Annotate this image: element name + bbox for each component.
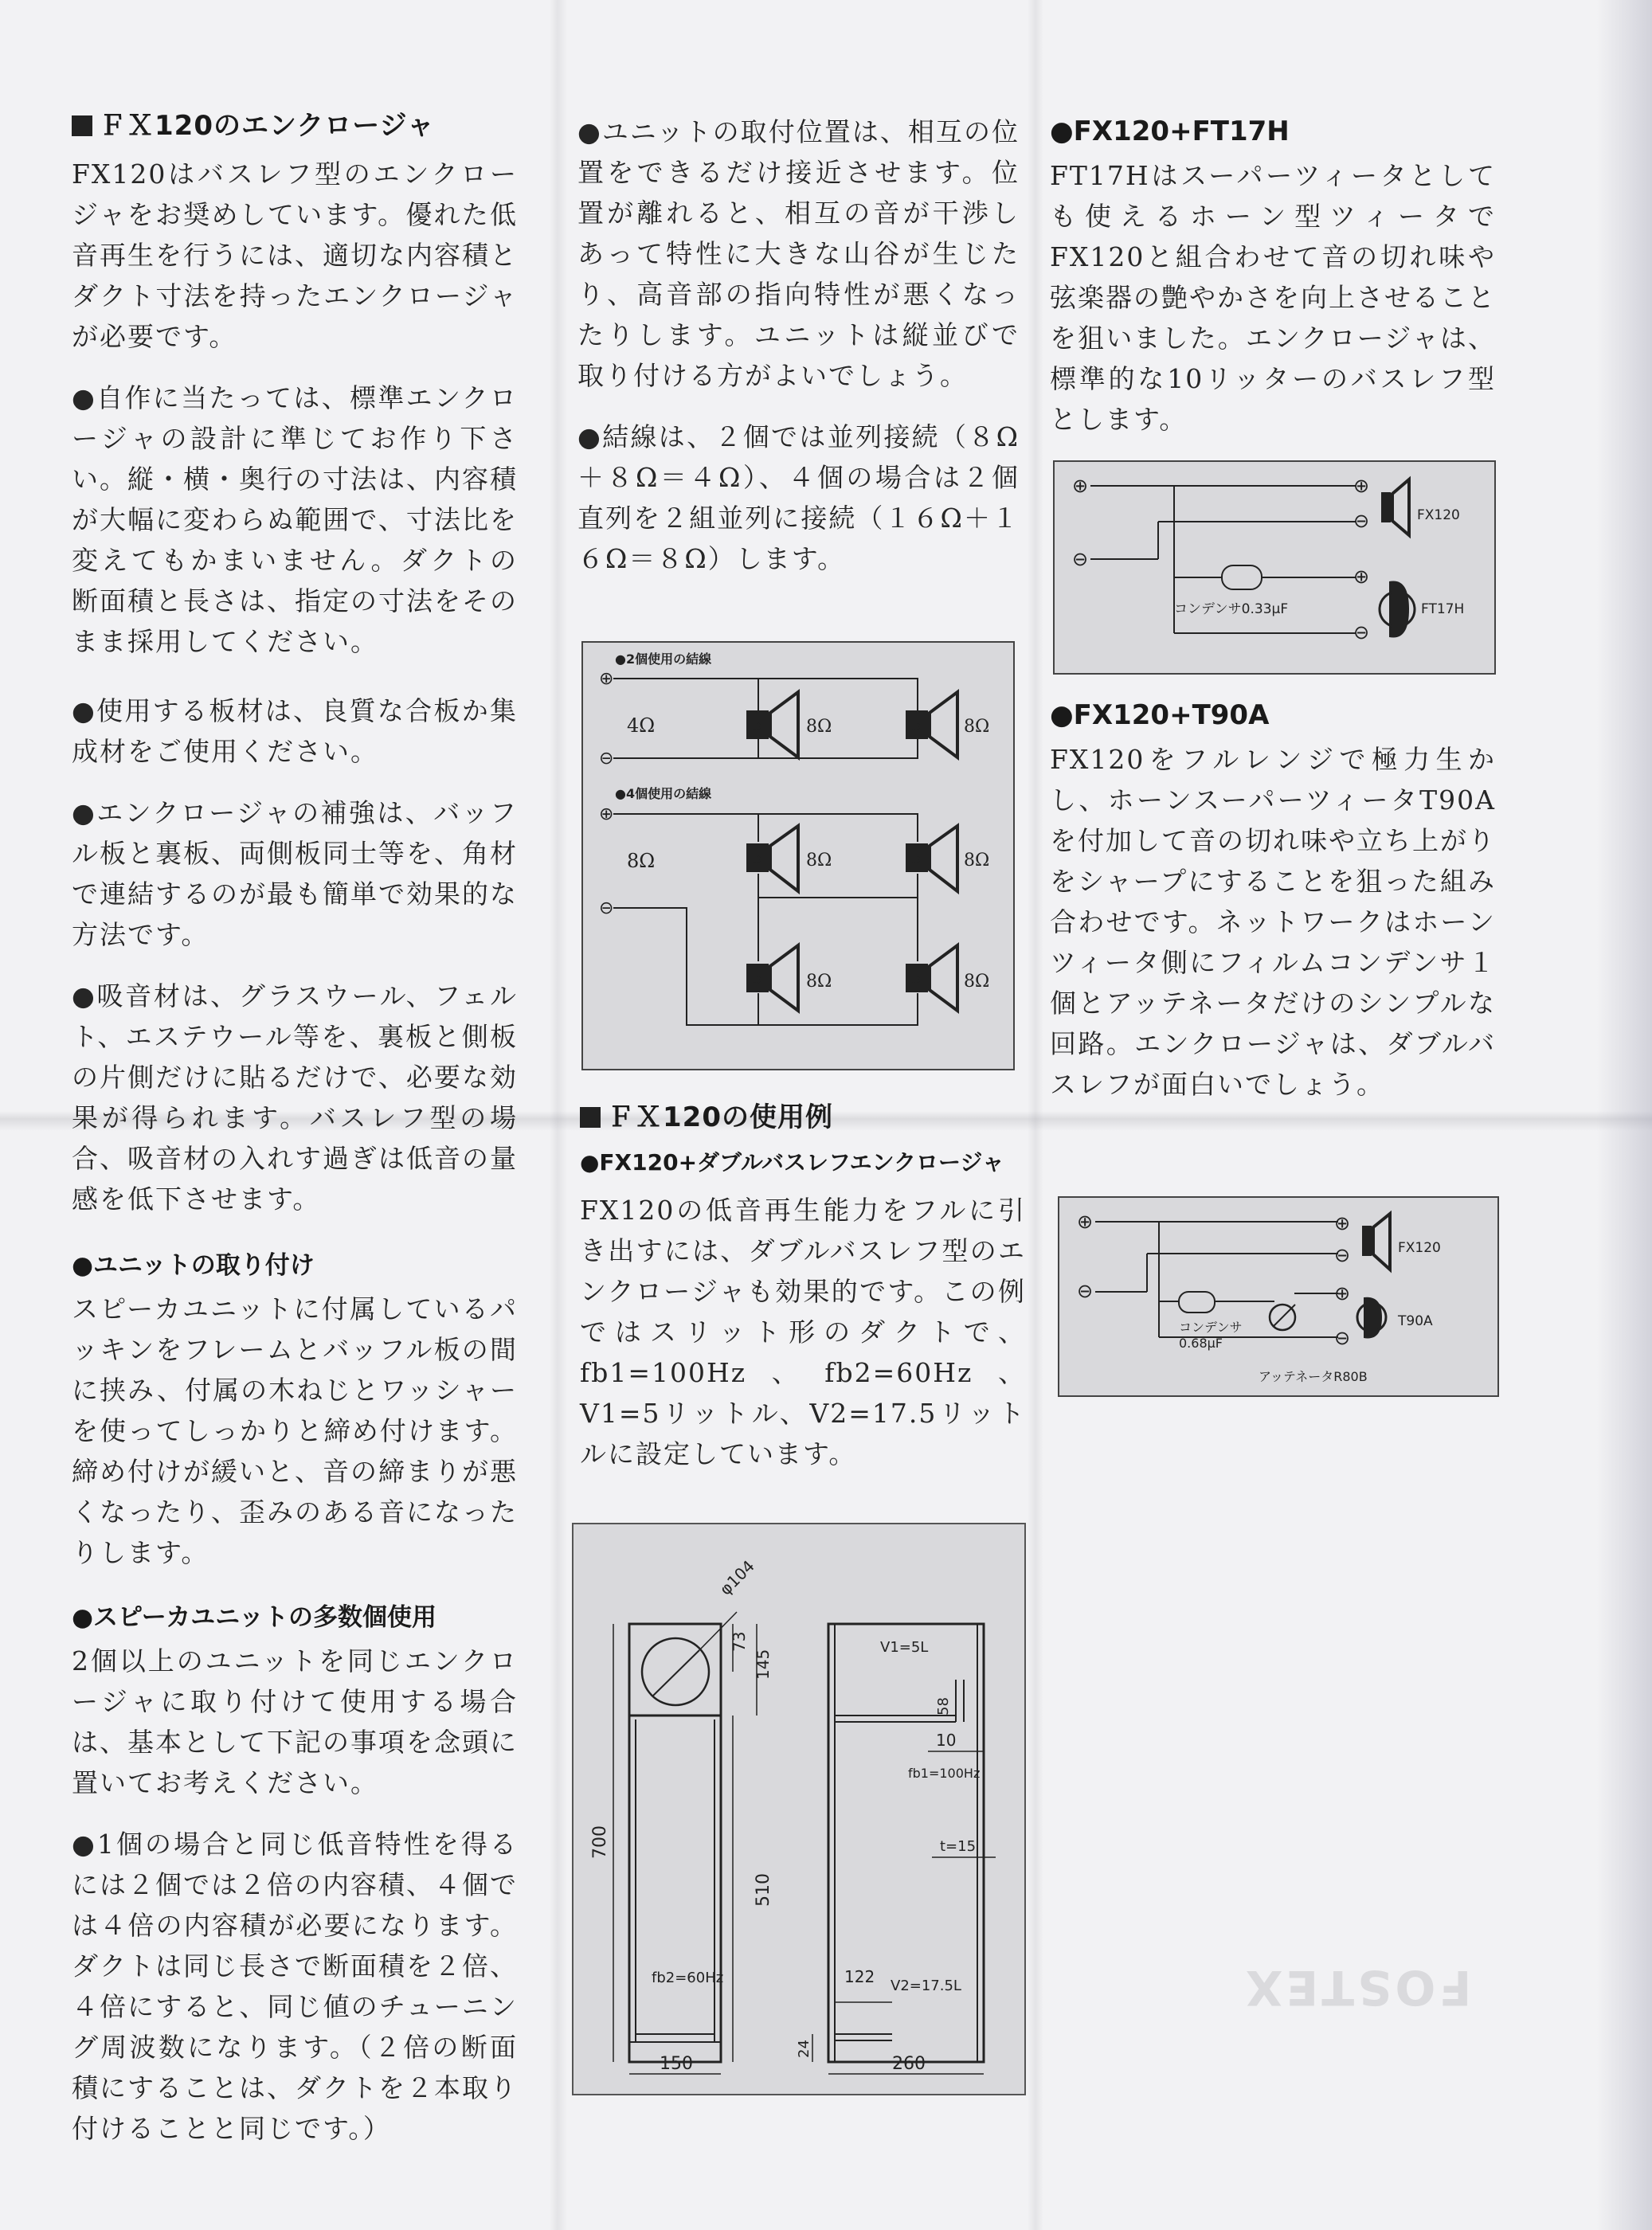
wiring-ohm-e: 8Ω xyxy=(806,972,832,992)
tweeter-icon xyxy=(1357,1297,1386,1339)
net2-label-capacitance: 0.68μF xyxy=(1179,1336,1223,1351)
speaker-icon xyxy=(906,692,957,757)
label-v1: V1=5L xyxy=(880,1639,929,1656)
heading-square-icon xyxy=(72,115,92,136)
net2-label-fx120: FX120 xyxy=(1398,1240,1441,1256)
net1-plus-fx: ⊕ xyxy=(1353,475,1370,497)
column-left xyxy=(72,104,518,2169)
column-middle xyxy=(577,111,1020,600)
capacitor-icon xyxy=(1179,1292,1215,1313)
column-right xyxy=(1050,115,1496,460)
section-heading-usage xyxy=(580,1095,1026,1134)
dim-thickness: t=15 xyxy=(940,1838,977,1855)
t90a-section xyxy=(1050,699,1496,1125)
wiring-minus-two: ⊖ xyxy=(599,749,614,769)
wiring-ohm-f: 8Ω xyxy=(964,972,990,992)
net1-label-capacitor: コンデンサ0.33μF xyxy=(1174,601,1289,617)
speaker-icon xyxy=(906,826,957,891)
network-diagram-ft17h xyxy=(1053,460,1496,675)
wiring-diagram-svg xyxy=(583,643,1013,1069)
heading-text: ＦＸ120の使用例 xyxy=(607,1101,833,1133)
wiring-ohm-d: 8Ω xyxy=(964,851,990,870)
net2-label-capacitor: コンデンサ xyxy=(1179,1320,1243,1335)
wiring-ohm-b: 8Ω xyxy=(964,717,990,737)
paragraph-multi-volume: ●1個の場合と同じ低音特性を得るには２個では２倍の内容積、４個では４倍の内容積が必要になります。ダクトは同じ長さで断面積を２倍、４倍にすると、同じ値のチューニング周波数になります。（２倍の断面積にすることは、ダクトを２本取り付けることと同じです。） xyxy=(72,1829,518,2144)
net1-label-fx120: FX120 xyxy=(1417,507,1460,523)
subheading-t90a: ●FX120+T90A xyxy=(1050,699,1270,731)
label-fb2: fb2=60Hz xyxy=(652,1970,724,1986)
net2-plus-in: ⊕ xyxy=(1077,1211,1094,1233)
net2-plus-t90: ⊕ xyxy=(1334,1282,1351,1305)
speaker-icon xyxy=(906,945,957,1011)
svg-text:⊕: ⊕ xyxy=(751,972,762,987)
subheading-double-bassreflex: ●FX120+ダブルバスレフエンクロージャ xyxy=(580,1149,1004,1176)
dim-10: 10 xyxy=(936,1731,957,1750)
enclosure-diagram xyxy=(572,1523,1026,2095)
network-diagram-t90a xyxy=(1058,1196,1499,1397)
paragraph-diy: ●自作に当たっては、標準エンクロージャの設計に準じてお作り下さい。縦・横・奥行の寸法は、内容積が大幅に変わらぬ範囲で、寸法比を変えてもかまいません。ダクトの断面積と長さは、指定の寸法をそのまま採用してください。 xyxy=(72,382,518,657)
capacitor-icon xyxy=(1222,565,1262,589)
net2-minus-in: ⊖ xyxy=(1077,1280,1094,1302)
wiring-title-four: ●4個使用の結線 xyxy=(615,786,712,801)
net2-minus-t90: ⊖ xyxy=(1334,1327,1351,1349)
label-fb1: fb1=100Hz xyxy=(908,1766,981,1781)
net2-plus-fx: ⊕ xyxy=(1334,1212,1351,1234)
dim-122: 122 xyxy=(844,1967,875,1986)
paragraph-t90a: FX120をフルレンジで極力生かし、ホーンスーパーツィータT90Aを付加して音の切れ味や立ち上がりをシャープにすることを狙った組み合わせです。ネットワークはホーンツィータ側にフィルムコンデンサ１個とアッテネータだけのシンプルな回路。エンクロージャは、ダブルバスレフが面白いでしょう。 xyxy=(1050,744,1496,1100)
speaker-icon xyxy=(1362,1214,1390,1270)
dim-58: 58 xyxy=(935,1697,952,1716)
net2-minus-fx: ⊖ xyxy=(1334,1244,1351,1266)
dim-510: 510 xyxy=(754,1873,773,1907)
paragraph-placement: ●ユニットの取付位置は、相互の位置をできるだけ接近させます。位置が離れると、相互の音が干渉しあって特性に大きな山谷が生じたり、高音部の指向特性が悪くなったりします。ユニットは縦並びで取り付ける方がよいでしょう。 xyxy=(577,116,1020,391)
net1-minus-fx: ⊖ xyxy=(1353,510,1370,532)
subheading-multi-unit: ●スピーカユニットの多数個使用 xyxy=(72,1603,436,1632)
svg-text:⊕: ⊕ xyxy=(751,718,762,734)
net1-label-ft17h: FT17H xyxy=(1421,601,1465,617)
section-heading-enclosure xyxy=(72,104,518,143)
paragraph-wiring: ●結線は、２個では並列接続（８Ω＋８Ω＝４Ω）、４個の場合は２個直列を２組並列に接続（１６Ω＋１６Ω＝８Ω）します。 xyxy=(577,421,1020,574)
paragraph-double-bassreflex: FX120の低音再生能力をフルに引き出すには、ダブルバスレフ型のエンクロージャも効果的です。この例ではスリット形のダクトで、fb1=100Hz、fb2=60Hz、V1=5リットル、V2=17.5リットルに設定しています。 xyxy=(580,1195,1026,1469)
net2-label-attenuator: アッテネータR80B xyxy=(1259,1369,1368,1384)
wiring-diagram xyxy=(581,641,1015,1070)
wiring-plus-four: ⊕ xyxy=(599,804,614,824)
usage-section xyxy=(580,1095,1026,1495)
paragraph-ft17h: FT17Hはスーパーツィータとしても使えるホーン型ツィータでFX120と組合わせて音の切れ味や弦楽器の艶やかさを向上させることを狙いました。エンクロージャは、標準的な10リッターのバスレフ型とします。 xyxy=(1050,160,1496,435)
wiring-minus-four: ⊖ xyxy=(599,898,614,918)
svg-text:⊕: ⊕ xyxy=(910,972,922,987)
heading-text: ＦＸ120のエンクロージャ xyxy=(99,110,435,142)
paragraph-intro: FX120はバスレフ型のエンクロージャをお奨めしています。優れた低音再生を行うには、適切な内容積とダクト寸法を持ったエンクロージャが必要です。 xyxy=(72,158,518,352)
dim-260: 260 xyxy=(892,2054,926,2074)
dim-150: 150 xyxy=(660,2054,693,2074)
dim-145: 145 xyxy=(754,1649,773,1680)
paper-edge-shadow xyxy=(1596,0,1652,2230)
wiring-ohm-c: 8Ω xyxy=(806,851,832,870)
paragraph-reinforce: ●エンクロージャの補強は、バッフル板と裏板、両側板同士等を、角材で連結するのが最も簡単で効果的な方法です。 xyxy=(72,797,518,950)
network-ft17h-svg xyxy=(1055,462,1494,673)
subheading-mounting: ●ユニットの取り付け xyxy=(72,1251,315,1280)
net1-minus-ft: ⊖ xyxy=(1353,621,1370,644)
paragraph-mounting: スピーカユニットに付属しているパッキンをフレームとバッフル板の間に挟み、付属の木ねじとワッシャーを使ってしっかりと締め付けます。締め付けが緩いと、音の締まりが悪くなったり、歪みのある音になったりします。 xyxy=(72,1293,518,1568)
svg-text:⊕: ⊕ xyxy=(910,851,922,867)
label-v2: V2=17.5L xyxy=(891,1978,961,1994)
dim-diameter: φ104 xyxy=(715,1556,758,1599)
paragraph-board: ●使用する板材は、良質な合板か集成材をご使用ください。 xyxy=(72,695,518,767)
speaker-icon xyxy=(1381,479,1409,535)
net2-label-t90a: T90A xyxy=(1398,1313,1433,1329)
wiring-plus-two: ⊕ xyxy=(599,669,614,689)
net1-plus-ft: ⊕ xyxy=(1353,565,1370,588)
paragraph-multi-intro: 2個以上のユニットを同じエンクロージャに取り付けて使用する場合は、基本として下記の事項を念頭に置いてお考えください。 xyxy=(72,1645,518,1798)
speaker-icon xyxy=(746,692,798,757)
wiring-ohm-a: 8Ω xyxy=(806,717,832,737)
wiring-title-two: ●2個使用の結線 xyxy=(615,651,712,667)
show-through-mark: FOSTEX xyxy=(1243,1959,1472,2015)
wiring-ohm-total-four: 8Ω xyxy=(627,850,656,872)
net1-minus-in: ⊖ xyxy=(1072,548,1089,570)
wiring-ohm-total-two: 4Ω xyxy=(627,714,656,737)
network-t90a-svg xyxy=(1059,1198,1497,1395)
svg-text:⊕: ⊕ xyxy=(751,851,762,867)
paragraph-absorb: ●吸音材は、グラスウール、フェルト、エステウール等を、裏板と側板の片側だけに貼るだけで、必要な効果が得られます。バスレフ型の場合、吸音材の入れす過ぎは低音の量感を低下させます。 xyxy=(72,980,518,1215)
svg-text:⊕: ⊕ xyxy=(910,718,922,734)
tweeter-icon xyxy=(1380,581,1415,637)
heading-square-icon xyxy=(580,1107,601,1128)
dim-24: 24 xyxy=(796,2040,812,2058)
subheading-ft17h: ●FX120+FT17H xyxy=(1050,115,1290,147)
dim-73: 73 xyxy=(730,1631,749,1652)
enclosure-diagram-svg xyxy=(574,1524,1024,2094)
speaker-icon xyxy=(746,945,798,1011)
speaker-icon xyxy=(746,826,798,891)
dim-700: 700 xyxy=(590,1825,610,1859)
net1-plus-in: ⊕ xyxy=(1072,475,1089,497)
